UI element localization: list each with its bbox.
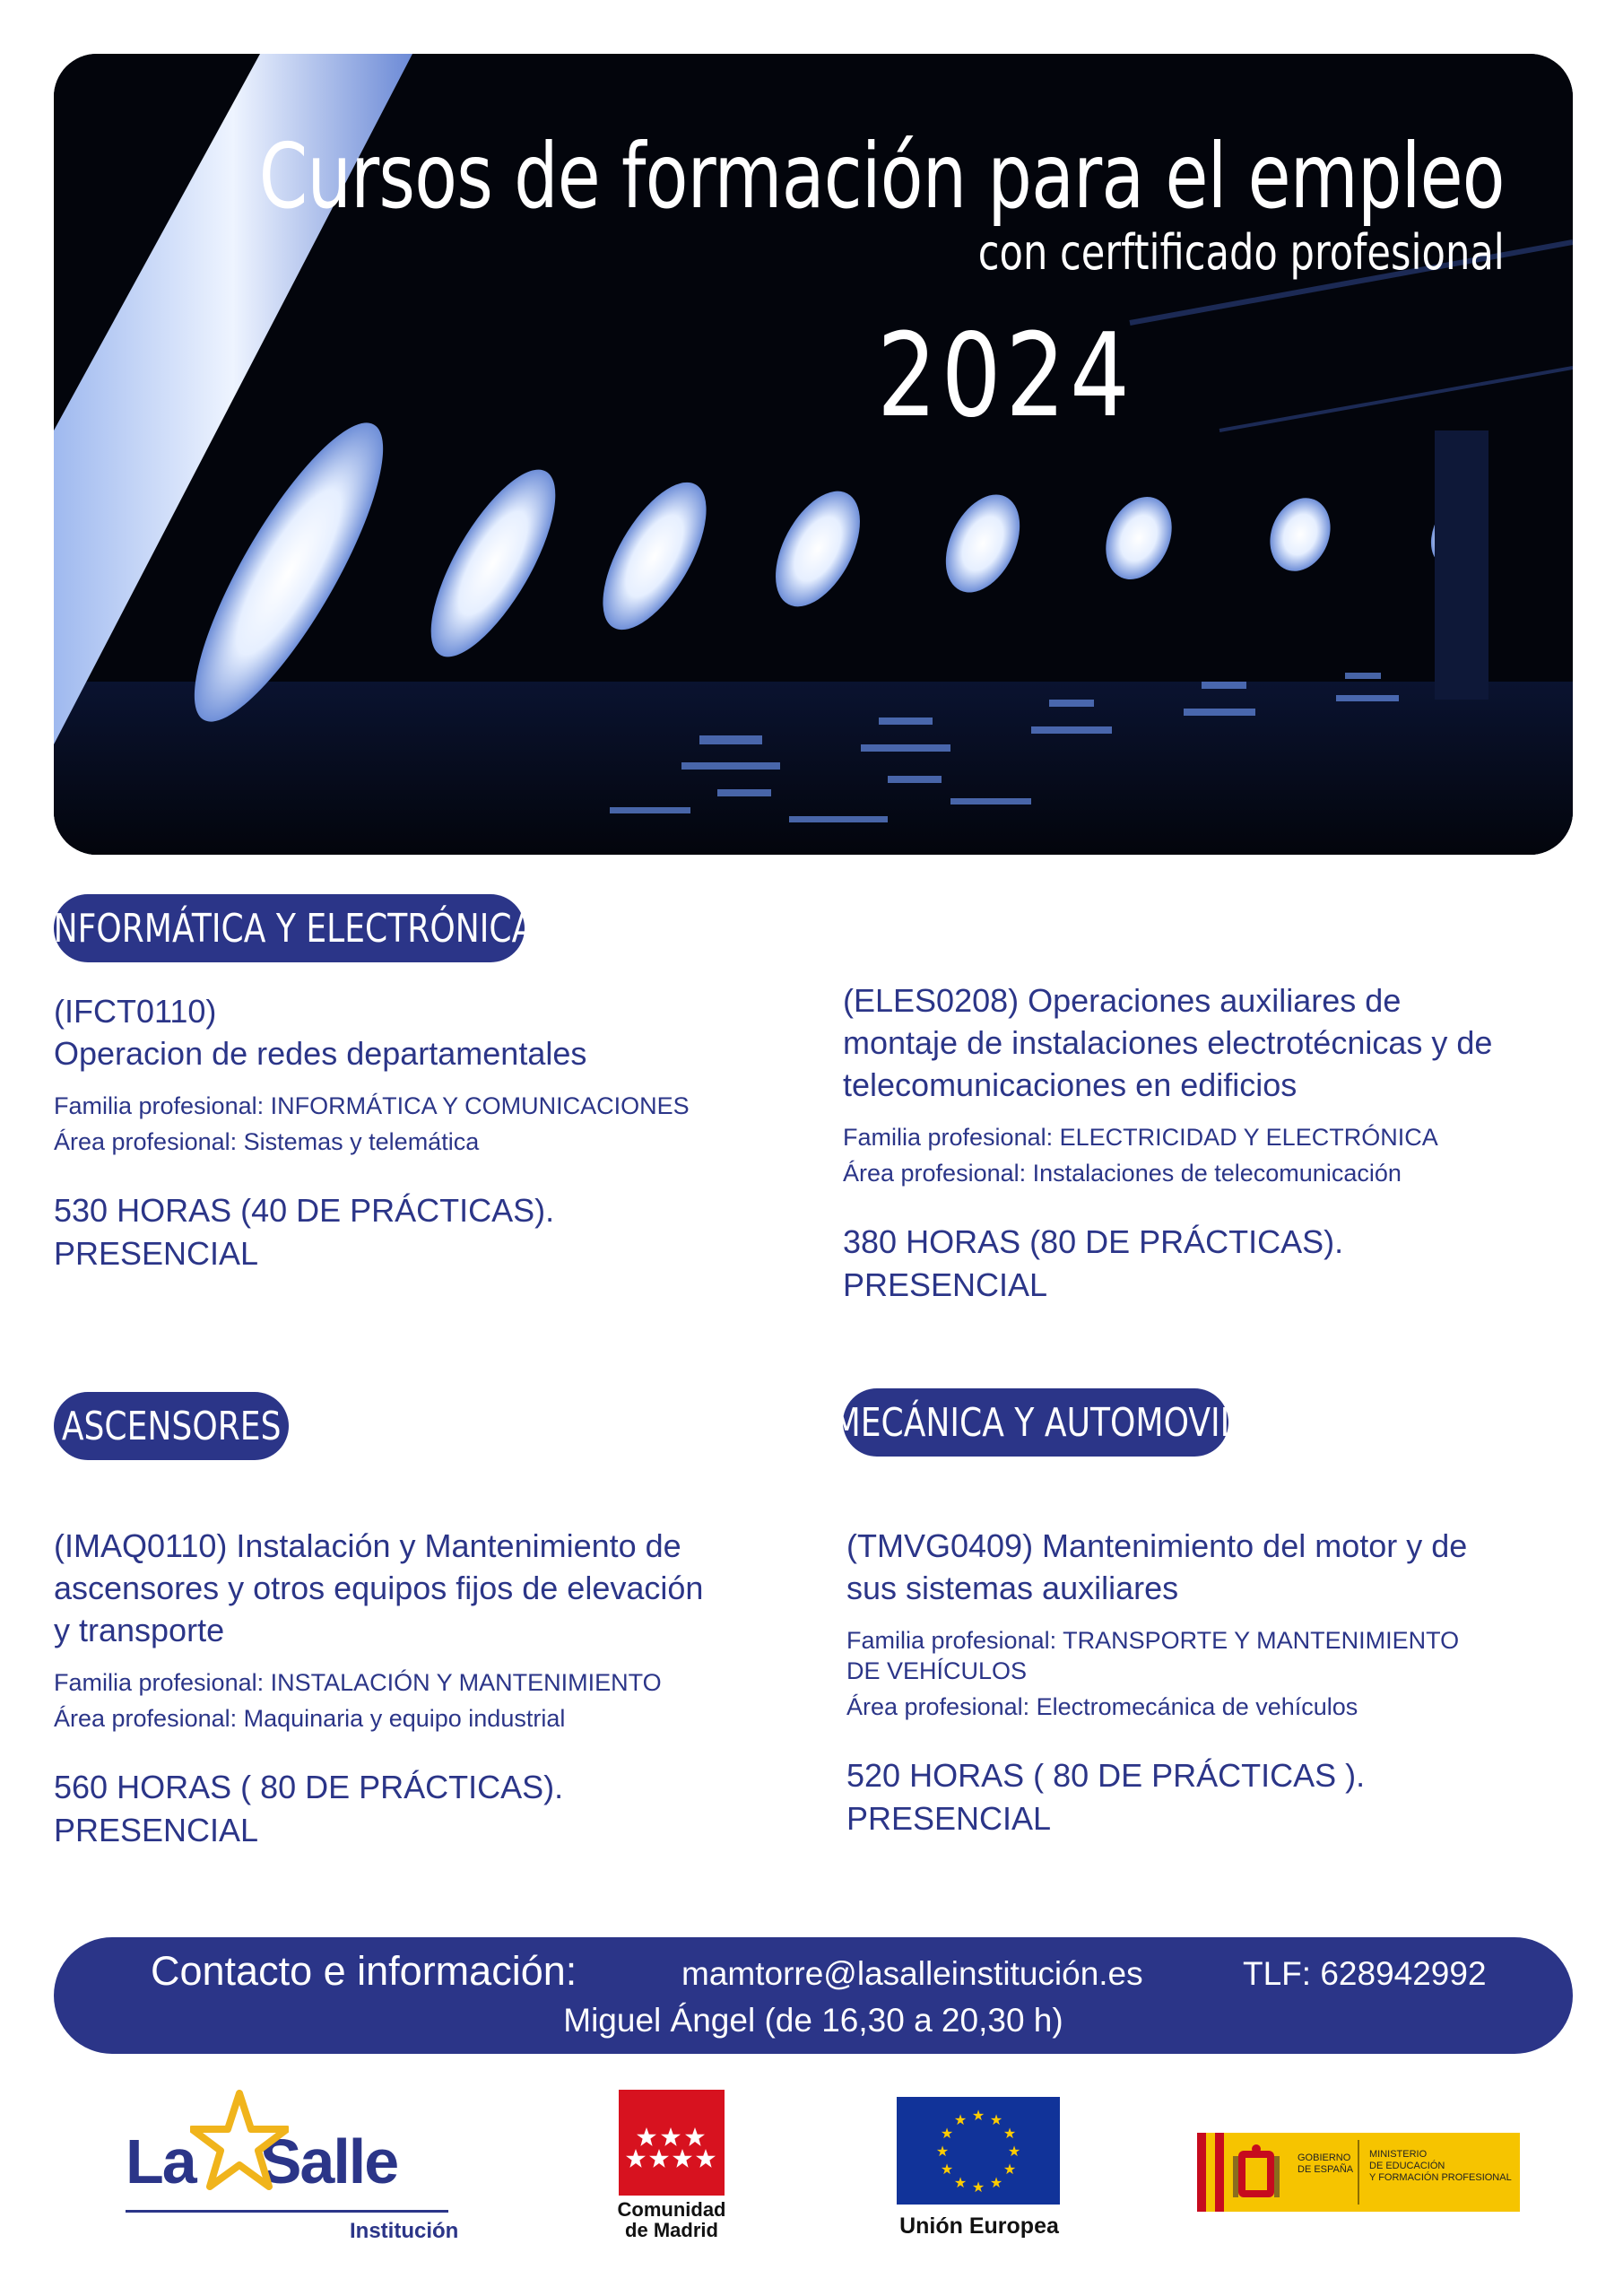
course-family: Familia profesional: INFORMÁTICA Y COMUNICACIONES	[54, 1092, 690, 1119]
course-title-line: y transporte	[54, 1612, 225, 1648]
madrid-caption-line: de Madrid	[625, 2219, 718, 2241]
lasalle-subtitle: Institución	[350, 2219, 459, 2243]
gob-right-line: MINISTERIO	[1369, 2149, 1428, 2160]
madrid-stars-icon	[619, 2090, 725, 2196]
contact-label: Contacto e información:	[151, 1948, 577, 1994]
course-title-line: montaje de instalaciones electrotécnicas y de	[843, 1024, 1493, 1061]
svg-text:★: ★	[935, 2143, 950, 2160]
course-title-line: sus sistemas auxiliares	[846, 1570, 1179, 1606]
lasalle-word-salle: Salle	[259, 2126, 398, 2196]
eu-caption: Unión Europea	[899, 2213, 1059, 2239]
section-informatica-pill	[44, 894, 534, 962]
course-title-line: (TMVG0409) Mantenimiento del motor y de	[846, 1527, 1468, 1564]
eu-flag	[897, 2097, 1060, 2205]
course-area: Área profesional: Sistemas y telemática	[54, 1128, 480, 1155]
course-family: Familia profesional: INSTALACIÓN Y MANTENIMIENTO	[54, 1669, 662, 1696]
svg-text:★: ★	[971, 2179, 985, 2196]
contact-phone: TLF: 628942992	[1243, 1955, 1487, 1992]
course-title-line: (IFCT0110)	[54, 993, 217, 1030]
course-area: Área profesional: Electromecánica de vehículos	[846, 1693, 1358, 1720]
course-family-cont: DE VEHÍCULOS	[846, 1657, 1028, 1684]
course-hours: 380 HORAS (80 DE PRÁCTICAS).	[843, 1223, 1344, 1260]
lasalle-underline	[126, 2210, 448, 2213]
course-modality: PRESENCIAL	[846, 1800, 1052, 1837]
gob-right-line: Y FORMACIÓN PROFESIONAL	[1369, 2172, 1512, 2183]
section-informatica-label: INFORMÁTICA Y ELECTRÓNICA	[44, 905, 534, 952]
svg-text:★: ★	[953, 2174, 968, 2191]
gob-left-line: GOBIERNO	[1298, 2152, 1351, 2163]
course-imaq0110	[54, 1525, 789, 1851]
section-ascensores-pill	[54, 1392, 289, 1460]
gob-left-text	[1298, 2152, 1353, 2176]
course-modality: PRESENCIAL	[843, 1266, 1048, 1303]
course-title-line: telecomunicaciones en edificios	[843, 1066, 1298, 1103]
madrid-flag	[619, 2090, 725, 2196]
course-hours: 520 HORAS ( 80 DE PRÁCTICAS ).	[846, 1757, 1366, 1794]
course-eles0208	[843, 979, 1578, 1306]
course-title-line: ascensores y otros equipos fijos de elevación	[54, 1570, 704, 1606]
course-ifct0110	[54, 990, 789, 1274]
course-family: Familia profesional: TRANSPORTE Y MANTENIMIENTO	[846, 1627, 1460, 1654]
gob-right-line: DE EDUCACIÓN	[1369, 2161, 1445, 2171]
course-hours: 530 HORAS (40 DE PRÁCTICAS).	[54, 1192, 555, 1229]
course-area: Área profesional: Maquinaria y equipo industrial	[54, 1705, 566, 1732]
svg-text:★: ★	[1007, 2143, 1021, 2160]
gob-left-line: DE ESPAÑA	[1298, 2164, 1354, 2175]
course-title-line: (IMAQ0110) Instalación y Mantenimiento de	[54, 1527, 681, 1564]
lasalle-word-la: La	[126, 2126, 195, 2196]
section-mecanica-pill	[832, 1388, 1239, 1457]
course-title-line: Operacion de redes departamentales	[54, 1035, 587, 1072]
madrid-caption-line: Comunidad	[617, 2198, 726, 2221]
contact-person-schedule: Miguel Ángel (de 16,30 a 20,30 h)	[563, 2002, 1063, 2039]
course-modality: PRESENCIAL	[54, 1812, 259, 1848]
course-modality: PRESENCIAL	[54, 1235, 259, 1272]
svg-text:★: ★	[1002, 2161, 1017, 2178]
gobierno-ministerio-logo	[1197, 2133, 1520, 2212]
course-hours: 560 HORAS ( 80 DE PRÁCTICAS).	[54, 1769, 564, 1805]
hero-year: 2024	[877, 309, 1134, 443]
contact-email-link[interactable]: mamtorre@lasalleinstitución.es	[681, 1955, 1143, 1992]
svg-text:★: ★	[989, 2174, 1003, 2191]
hero-title: Cursos de formación para el empleo	[259, 124, 1505, 229]
hero-subtitle: con cerftificado profesional	[977, 224, 1505, 281]
svg-text:★: ★	[940, 2161, 954, 2178]
lasalle-star-icon	[190, 2090, 289, 2196]
hero-banner	[54, 54, 1573, 855]
course-area: Área profesional: Instalaciones de telecomunicación	[843, 1160, 1402, 1187]
section-ascensores-label: ASCENSORES	[61, 1403, 282, 1449]
svg-text:★: ★	[1002, 2125, 1017, 2142]
course-title-line: (ELES0208) Operaciones auxiliares de	[843, 982, 1402, 1019]
course-family: Familia profesional: ELECTRICIDAD Y ELECTRÓNICA	[843, 1124, 1438, 1151]
course-tmvg0409	[846, 1525, 1582, 1839]
svg-text:★: ★	[989, 2111, 1003, 2128]
gob-right-text	[1369, 2149, 1512, 2184]
svg-text:★: ★	[953, 2111, 968, 2128]
eu-stars-icon	[897, 2097, 1060, 2205]
contact-bar	[54, 1937, 1573, 2054]
madrid-caption	[592, 2199, 751, 2240]
section-mecanica-label: MECÁNICA Y AUTOMOVIL	[832, 1399, 1239, 1446]
svg-text:★: ★	[971, 2107, 985, 2124]
svg-text:★: ★	[940, 2125, 954, 2142]
